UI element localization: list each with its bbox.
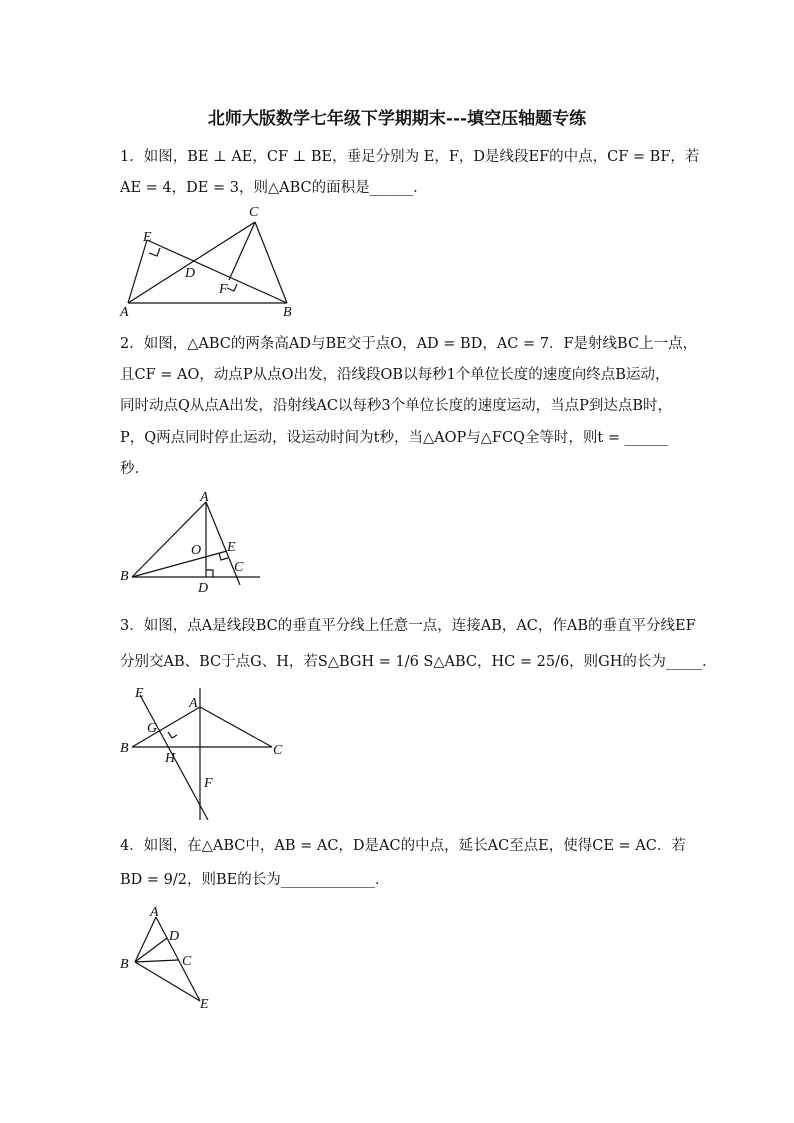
q3-label-C: C xyxy=(273,743,283,758)
q3-figure xyxy=(110,680,300,820)
q4-label-E: E xyxy=(200,997,209,1012)
q1-text-line2: AE = 4，DE = 3，则△ABC的面积是______． xyxy=(120,180,428,196)
q1-label-F: F xyxy=(219,282,228,297)
q3-label-G: G xyxy=(147,721,158,736)
q3-label-H: H xyxy=(165,751,176,766)
q1-label-B: B xyxy=(283,305,292,320)
q1-text-line1: 1．如图，BE ⊥ AE，CF ⊥ BE，垂足分别为 E，F，D是线段EF的中点，CF = BF，若 xyxy=(120,149,700,165)
q2-label-B: B xyxy=(120,569,129,584)
q1-figure xyxy=(110,200,310,320)
page-title: 北师大版数学七年级下学期期末---填空压轴题专练 xyxy=(207,109,587,129)
q3-text-line2: 分别交AB、BC于点G、H，若S△BGH = 1/6 S△ABC，HC = 25/6，则GH的长为_____． xyxy=(120,654,717,670)
q3-label-E: E xyxy=(135,686,144,701)
q4-label-D: D xyxy=(169,929,180,944)
q2-text-line2: 且CF = AO，动点P从点O出发，沿线段OB以每秒1个单位长度的速度向终点B运动， xyxy=(120,367,670,383)
q2-figure xyxy=(110,485,270,595)
q1-label-E: E xyxy=(143,230,152,245)
q2-text-line4: P，Q两点同时停止运动，设运动时间为t秒，当△AOP与△FCQ全等时，则t = ______ xyxy=(120,430,669,446)
q1-label-C: C xyxy=(249,205,259,220)
q2-label-O: O xyxy=(191,543,202,558)
q4-label-B: B xyxy=(120,957,129,972)
q3-text-line1: 3．如图，点A是线段BC的垂直平分线上任意一点，连接AB，AC，作AB的垂直平分线EF xyxy=(120,618,696,634)
q4-label-C: C xyxy=(182,954,192,969)
q3-label-F: F xyxy=(204,776,213,791)
q2-label-D: D xyxy=(198,581,209,595)
q2-label-A: A xyxy=(200,490,209,505)
q1-label-A: A xyxy=(120,305,129,320)
q3-label-B: B xyxy=(120,741,129,756)
q4-figure xyxy=(110,900,230,1015)
q4-text-line2: BD = 9/2，则BE的长为_____________． xyxy=(120,872,390,888)
q2-label-E: E xyxy=(227,540,236,555)
q2-text-line3: 同时动点Q从点A出发，沿射线AC以每秒3个单位长度的速度运动，当点P到达点B时， xyxy=(120,398,673,414)
q2-label-C: C xyxy=(234,560,244,575)
q2-text-line5: 秒． xyxy=(120,461,149,477)
q3-label-A: A xyxy=(189,696,198,711)
q4-label-A: A xyxy=(150,905,159,920)
q2-text-line1: 2．如图，△ABC的两条高AD与BE交于点O，AD = BD，AC = 7．F是射线BC上一点， xyxy=(120,336,698,352)
q1-label-D: D xyxy=(185,266,196,281)
q4-text-line1: 4．如图，在△ABC中，AB = AC，D是AC的中点，延长AC至点E，使得CE = AC．若 xyxy=(120,838,686,854)
